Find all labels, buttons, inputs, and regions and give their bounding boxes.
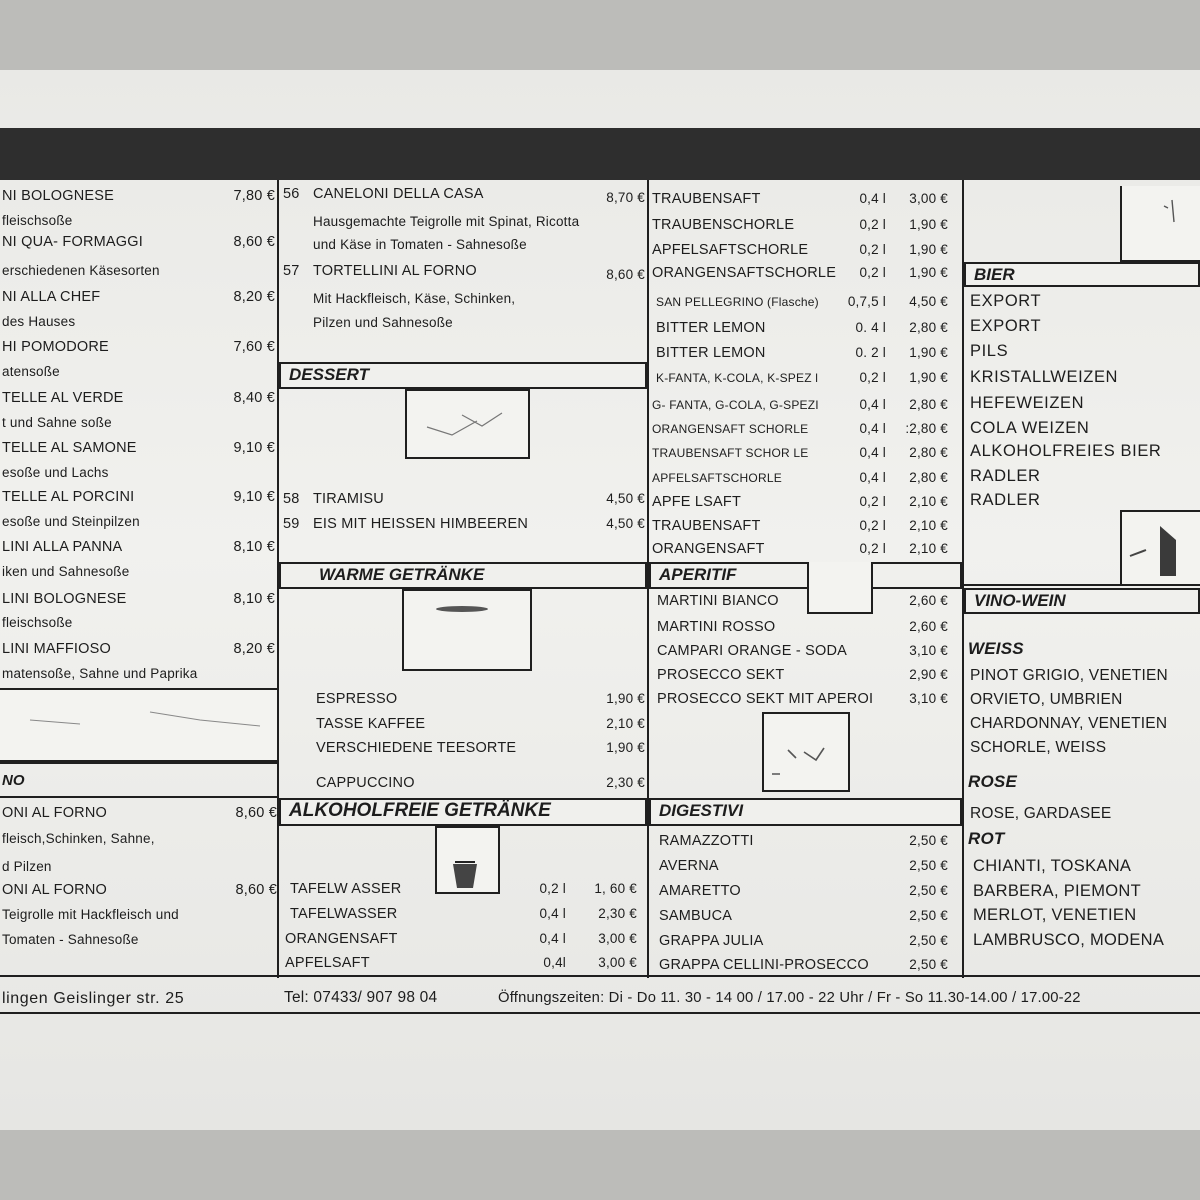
wein-weiss-item: CHARDONNAY, VENETIEN [970,715,1168,732]
alkoholfrei-item-name: TAFELW ASSER [290,881,402,897]
digestivi-item-name: GRAPPA JULIA [659,933,764,949]
pasta-item-name: LINI MAFFIOSO [2,641,111,657]
aperitif-item-name: MARTINI BIANCO [657,593,779,609]
pasta-item-description: esoße und Steinpilzen [2,514,140,529]
saft-item-name: TRAUBENSCHORLE [652,217,795,233]
pasta-item-name: LINI ALLA PANNA [2,539,123,555]
forno-item-description: d Pilzen [2,859,52,874]
saft-item-price: 2,80 € [909,397,948,412]
saft-item-name: ORANGENSAFT SCHORLE [652,422,809,436]
digestivi-header: DIGESTIVI [649,798,962,826]
casa-item-number: 57 [283,263,300,279]
saft-item-size: 0. 2 l [855,345,886,360]
saft-item-size: 0. 4 l [855,320,886,335]
aperitif-item-price: 3,10 € [909,691,948,706]
digestivi-item-name: GRAPPA CELLINI-PROSECCO [659,957,869,973]
saft-item-price: 2,80 € [909,470,948,485]
alkoholfrei-item-name: TAFELWASSER [290,906,398,922]
bier-item-name: COLA WEIZEN [970,419,1090,437]
bier-item-name: EXPORT [970,317,1042,335]
pasta-item-name: NI QUA- FORMAGGI [2,234,143,250]
divider [0,975,1200,977]
pasta-item-name: NI ALLA CHEF [2,289,101,305]
saft-item-size: 0,2 l [859,370,886,385]
alkoholfrei-item-name: ORANGENSAFT [285,931,398,947]
pasta-item-description: atensoße [2,364,60,379]
alkoholfrei-item-price: 2,30 € [598,906,637,921]
coffee-image [402,589,532,671]
forno-item-name: ONI AL FORNO [2,805,107,821]
saft-item-price: 1,90 € [909,370,948,385]
forno-item-description: fleisch,Schinken, Sahne, [2,831,155,846]
alkoholfrei-item-price: 3,00 € [598,955,637,970]
warme-getraenke-header: WARME GETRÄNKE [279,562,647,589]
divider [0,1012,1200,1014]
saft-item-price: 1,90 € [909,242,948,257]
saft-item-name: SAN PELLEGRINO (Flasche) [656,295,819,309]
wein-weiss-item: ORVIETO, UMBRIEN [970,691,1123,708]
pasta-item-description: t und Sahne soße [2,415,112,430]
casa-item-price: 8,60 € [606,267,645,282]
dessert-item-number: 58 [283,491,300,507]
wein-weiss-item: PINOT GRIGIO, VENETIEN [970,667,1168,684]
saft-item-name: APFELSAFTSCHORLE [652,471,782,485]
bier-item-name: HEFEWEIZEN [970,394,1085,412]
saft-item-name: TRAUBENSAFT [652,191,761,207]
divider [962,180,964,978]
warme-item-price: 1,90 € [606,740,645,755]
wein-rot-item: LAMBRUSCO, MODENA [973,931,1165,949]
beer-glass-image [1120,186,1200,262]
aperitif-item-price: 2,60 € [909,619,948,634]
saft-item-size: 0,4 l [859,397,886,412]
pasta-item-price: 7,80 € [233,188,275,204]
pasta-item-description: fleischsoße [2,615,73,630]
alkoholfrei-item-size: 0,2 l [539,881,566,896]
pasta-item-price: 8,60 € [233,234,275,250]
pasta-item-name: TELLE AL PORCINI [2,489,135,505]
saft-item-name: APFELSAFTSCHORLE [652,242,809,258]
wein-weiss-header: WEISS [968,639,1024,658]
bier-item-name: EXPORT [970,292,1042,310]
pasta-item-description: erschiedenen Käsesorten [2,263,160,278]
aperitif-item-name: CAMPARI ORANGE - SODA [657,643,848,659]
digestivi-item-name: AMARETTO [659,883,741,899]
pasta-item-description: iken und Sahnesoße [2,564,130,579]
pasta-item-price: 8,20 € [233,641,275,657]
saft-item-name: BITTER LEMON [656,345,766,361]
pasta-item-price: 8,20 € [233,289,275,305]
bier-item-name: RADLER [970,491,1041,509]
casa-item-description: und Käse in Tomaten - Sahnesoße [313,237,527,252]
wein-weiss-item: SCHORLE, WEISS [970,739,1107,756]
saft-item-price: 3,00 € [909,191,948,206]
water-glass-image [435,826,500,894]
wein-rose-item: ROSE, GARDASEE [970,805,1112,822]
forno-item-description: Tomaten - Sahnesoße [2,932,139,947]
saft-item-name: TRAUBENSAFT SCHOR LE [652,446,809,460]
saft-item-price: 4,50 € [909,294,948,309]
dessert-item-price: 4,50 € [606,516,645,531]
alkoholfrei-item-size: 0,4l [543,955,566,970]
warme-item-price: 2,10 € [606,716,645,731]
aperitif-image [807,562,873,614]
saft-item-name: ORANGENSAFT [652,541,765,557]
pasta-item-name: TELLE AL VERDE [2,390,124,406]
saft-item-name: APFE LSAFT [652,494,742,510]
saft-item-size: 0,7,5 l [847,294,886,309]
saft-item-name: TRAUBENSAFT [652,518,761,534]
saft-item-price: 1,90 € [909,217,948,232]
saft-item-price: 1,90 € [909,265,948,280]
saft-item-price: 2,10 € [909,518,948,533]
digestivi-item-name: AVERNA [659,858,719,874]
wein-rot-item: CHIANTI, TOSKANA [973,857,1132,875]
pasta-item-name: HI POMODORE [2,339,109,355]
alkoholfreie-getraenke-header: ALKOHOLFREIE GETRÄNKE [279,798,647,826]
divider [0,796,279,798]
dessert-header: DESSERT [279,362,647,389]
casa-item-name: CANELONI DELLA CASA [313,186,484,202]
beer-bottle-image [1120,510,1200,586]
warme-item-price: 2,30 € [606,775,645,790]
pasta-item-price: 9,10 € [233,440,275,456]
aperitif-item-price: 3,10 € [909,643,948,658]
pasta-item-description: esoße und Lachs [2,465,109,480]
dessert-image [405,389,530,459]
saft-item-size: 0,2 l [859,518,886,533]
saft-item-price: 1,90 € [909,345,948,360]
pasta-item-name: TELLE AL SAMONE [2,440,137,456]
footer-phone: Tel: 07433/ 907 98 04 [284,989,438,1006]
forno-item-name: ONI AL FORNO [2,882,107,898]
saft-item-price: 2,80 € [909,445,948,460]
wein-rot-item: MERLOT, VENETIEN [973,906,1137,924]
alkoholfrei-item-name: APFELSAFT [285,955,370,971]
warme-item-name: VERSCHIEDENE TEESORTE [316,740,517,756]
saft-item-price: 2,10 € [909,494,948,509]
pasta-item-price: 8,10 € [233,591,275,607]
bier-header: BIER [964,262,1200,287]
dessert-item-price: 4,50 € [606,491,645,506]
pasta-item-name: LINI BOLOGNESE [2,591,127,607]
casa-item-description: Mit Hackfleisch, Käse, Schinken, [313,291,516,306]
wein-rot-header: ROT [968,829,1005,848]
dessert-item-name: EIS MIT HEISSEN HIMBEEREN [313,516,529,532]
digestivi-item-name: RAMAZZOTTI [659,833,754,849]
bier-item-name: KRISTALLWEIZEN [970,368,1119,386]
cocktail-image [762,712,850,792]
digestivi-item-price: 2,50 € [909,908,948,923]
saft-item-name: BITTER LEMON [656,320,766,336]
digestivi-item-price: 2,50 € [909,957,948,972]
warme-item-name: ESPRESSO [316,691,398,707]
forno-header: NO [2,772,25,789]
saft-item-size: 0,2 l [859,242,886,257]
bier-item-name: ALKOHOLFREIES BIER [970,442,1162,460]
saft-item-name: G- FANTA, G-COLA, G-SPEZI [652,398,819,412]
saft-item-name: K-FANTA, K-COLA, K-SPEZ l [656,371,819,385]
saft-item-size: 0,4 l [859,421,886,436]
dessert-item-name: TIRAMISU [313,491,384,507]
pasta-item-description: matensoße, Sahne und Paprika [2,666,198,681]
digestivi-item-price: 2,50 € [909,858,948,873]
forno-item-description: Teigrolle mit Hackfleisch und [2,907,179,922]
alkoholfrei-item-price: 3,00 € [598,931,637,946]
pasta-item-description: fleischsoße [2,213,73,228]
pasta-item-price: 8,10 € [233,539,275,555]
digestivi-item-price: 2,50 € [909,883,948,898]
warme-item-name: CAPPUCCINO [316,775,415,791]
pasta-item-price: 9,10 € [233,489,275,505]
warme-item-price: 1,90 € [606,691,645,706]
aperitif-item-name: PROSECCO SEKT [657,667,785,683]
alkoholfrei-item-size: 0,4 l [539,931,566,946]
menu-top-bar [0,128,1200,180]
saft-item-size: 0,4 l [859,445,886,460]
bier-item-name: RADLER [970,467,1041,485]
aperitif-item-price: 2,90 € [909,667,948,682]
vino-wein-header: VINO-WEIN [964,588,1200,614]
saft-item-price: :2,80 € [905,421,948,436]
forno-item-price: 8,60 € [235,882,277,898]
saft-item-size: 0,4 l [859,470,886,485]
wein-rot-item: BARBERA, PIEMONT [973,882,1141,900]
aperitif-header: APERITIF [649,562,962,589]
casa-item-description: Pilzen und Sahnesoße [313,315,453,330]
digestivi-item-price: 2,50 € [909,833,948,848]
saft-item-size: 0,2 l [859,217,886,232]
alkoholfrei-item-size: 0,4 l [539,906,566,921]
pasta-item-description: des Hauses [2,314,76,329]
saft-item-price: 2,80 € [909,320,948,335]
casa-item-name: TORTELLINI AL FORNO [313,263,477,279]
digestivi-item-name: SAMBUCA [659,908,733,924]
pasta-item-price: 7,60 € [233,339,275,355]
dessert-item-number: 59 [283,516,300,532]
saft-item-size: 0,2 l [859,494,886,509]
footer-hours: Öffnungszeiten: Di - Do 11. 30 - 14 00 / 17.00 - 22 Uhr / Fr - So 11.30-14.00 / 17.00-22 [498,990,1081,1006]
warme-item-name: TASSE KAFFEE [316,716,426,732]
saft-item-size: 0,2 l [859,265,886,280]
alkoholfrei-item-price: 1, 60 € [594,881,637,896]
casa-item-description: Hausgemachte Teigrolle mit Spinat, Ricotta [313,214,580,229]
pasta-item-price: 8,40 € [233,390,275,406]
casa-item-number: 56 [283,186,300,202]
digestivi-item-price: 2,50 € [909,933,948,948]
casa-item-price: 8,70 € [606,190,645,205]
saft-item-name: ORANGENSAFTSCHORLE [652,265,837,281]
footer-address: lingen Geislinger str. 25 [2,990,185,1007]
bier-item-name: PILS [970,342,1009,360]
saft-item-size: 0,4 l [859,191,886,206]
aperitif-item-name: PROSECCO SEKT MIT APEROI [657,691,874,707]
pasta-item-name: NI BOLOGNESE [2,188,114,204]
aperitif-item-price: 2,60 € [909,593,948,608]
pasta-image [0,688,279,762]
saft-item-size: 0,2 l [859,541,886,556]
aperitif-item-name: MARTINI ROSSO [657,619,776,635]
saft-item-price: 2,10 € [909,541,948,556]
forno-item-price: 8,60 € [235,805,277,821]
wein-rose-header: ROSE [968,772,1017,791]
